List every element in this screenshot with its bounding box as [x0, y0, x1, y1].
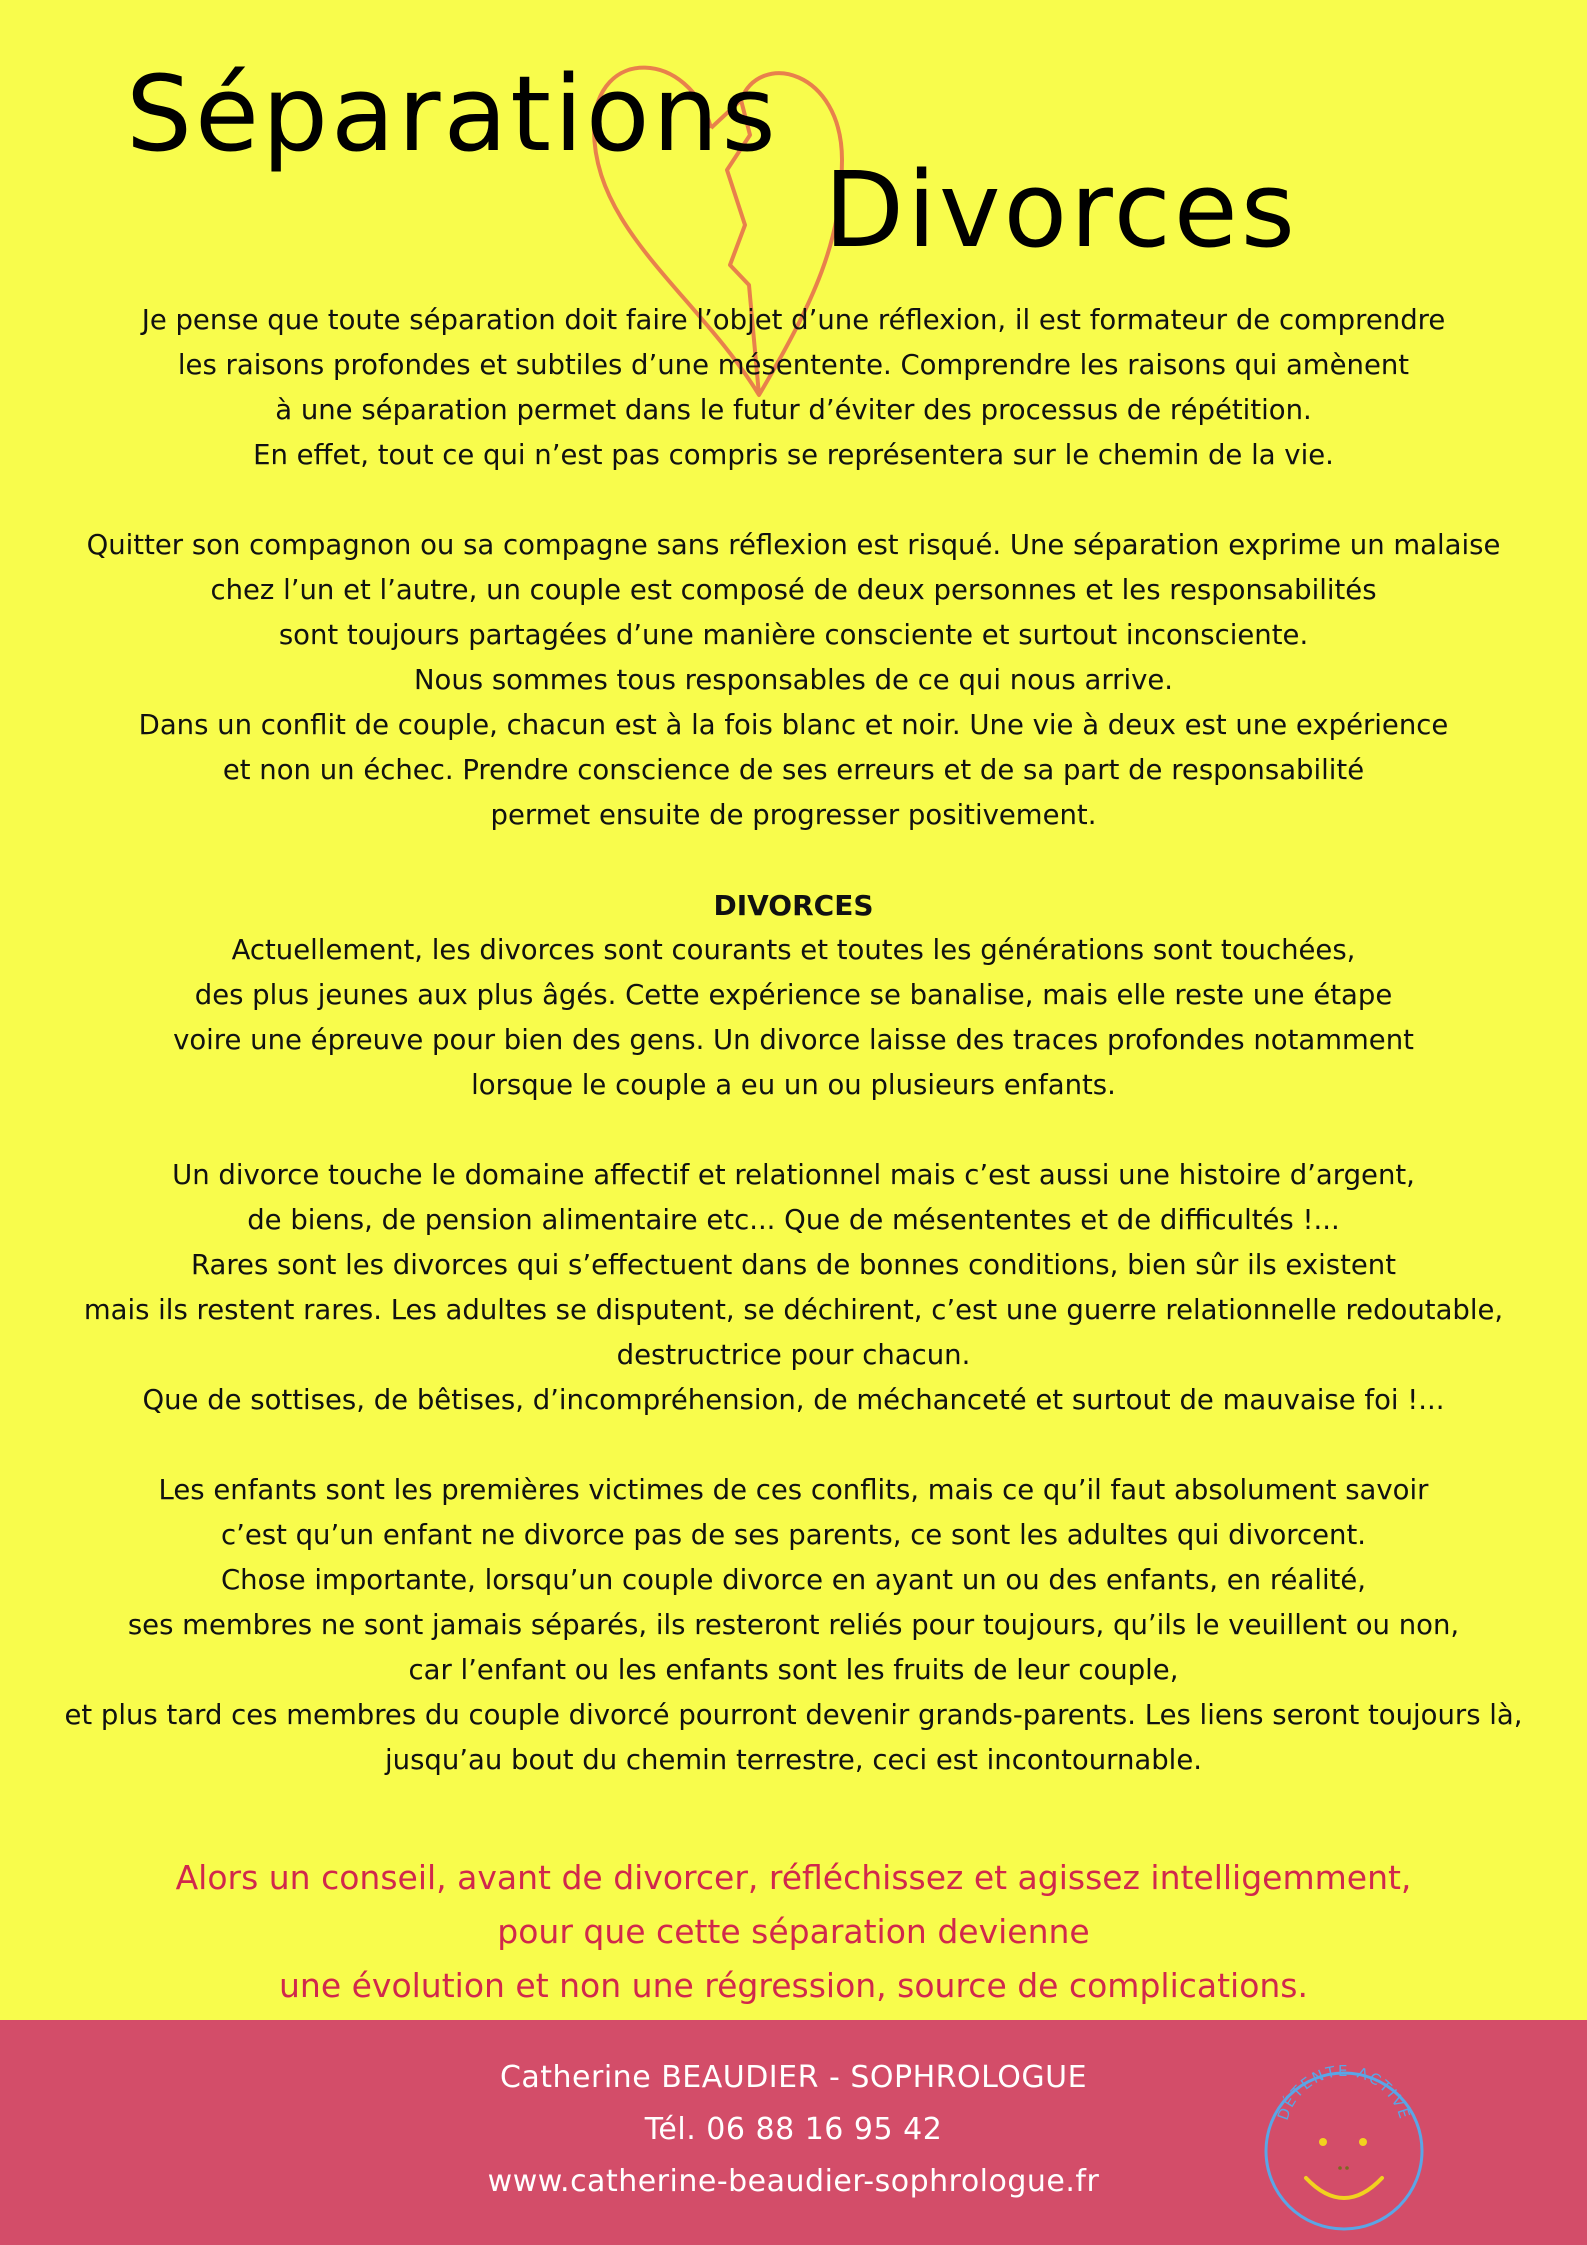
smiley-face-icon: [1306, 2138, 1382, 2198]
text-line: En effet, tout ce qui n’est pas compris se représentera sur le chemin de la vie.: [253, 439, 1334, 471]
text-line: et plus tard ces membres du couple divorcé pourront devenir grands-parents. Les liens seront toujours là,: [64, 1699, 1523, 1731]
intro-paragraph-1: [0, 298, 1587, 478]
contact-name: Catherine BEAUDIER - SOPHROLOGUE: [499, 2060, 1088, 2095]
text-line: Un divorce touche le domaine affectif et relationnel mais c’est aussi une histoire d’argent,: [172, 1159, 1415, 1191]
text-line: Que de sottises, de bêtises, d’incompréhension, de méchanceté et surtout de mauvaise foi !...: [142, 1384, 1445, 1416]
contact-footer: [0, 2020, 1587, 2245]
title-divorces: Divorces: [824, 149, 1298, 271]
text-line: Actuellement, les divorces sont courants et toutes les générations sont touchées,: [231, 934, 1356, 966]
section-heading-divorces: DIVORCES: [713, 889, 874, 922]
text-line: Les enfants sont les premières victimes de ces conflits, mais ce qu’il faut absolument savoir: [158, 1474, 1429, 1506]
text-line: Quitter son compagnon ou sa compagne sans réflexion est risqué. Une séparation exprime un malaise: [86, 529, 1501, 561]
text-line: voire une épreuve pour bien des gens. Un divorce laisse des traces profondes notamment: [173, 1024, 1414, 1056]
text-line: permet ensuite de progresser positivement.: [490, 799, 1097, 831]
text-line: sont toujours partagées d’une manière consciente et surtout inconsciente.: [278, 619, 1309, 651]
divorces-paragraph-1: [0, 928, 1587, 1108]
text-line: Dans un conflit de couple, chacun est à la fois blanc et noir. Une vie à deux est une expérience: [138, 709, 1449, 741]
advice-line: pour que cette séparation devienne: [497, 1912, 1090, 1951]
divorces-paragraph-3: [0, 1468, 1587, 1783]
contact-website: www.catherine-beaudier-sophrologue.fr: [487, 2164, 1100, 2199]
advice-block: [0, 1851, 1587, 2013]
text-line: ses membres ne sont jamais séparés, ils resteront reliés pour toujours, qu’ils le veuillent ou non,: [127, 1609, 1460, 1641]
text-line: c’est qu’un enfant ne divorce pas de ses parents, ce sont les adultes qui divorcent.: [220, 1519, 1367, 1551]
title-separations: Séparations: [126, 53, 779, 175]
text-line: chez l’un et l’autre, un couple est composé de deux personnes et les responsabilités: [210, 574, 1377, 606]
text-line: les raisons profondes et subtiles d’une mésentente. Comprendre les raisons qui amènent: [177, 349, 1410, 381]
advice-line: une évolution et non une régression, source de complications.: [278, 1966, 1308, 2005]
text-line: Je pense que toute séparation doit faire l’objet d’une réflexion, il est formateur de comprendre: [141, 304, 1446, 336]
advice-line: Alors un conseil, avant de divorcer, réfléchissez et agissez intelligemment,: [175, 1858, 1412, 1897]
detente-active-logo: [1256, 2056, 1431, 2231]
text-line: et non un échec. Prendre conscience de ses erreurs et de sa part de responsabilité: [222, 754, 1365, 786]
text-line: Chose importante, lorsqu’un couple divorce en ayant un ou des enfants, en réalité,: [220, 1564, 1367, 1596]
text-line: destructrice pour chacun.: [616, 1339, 971, 1371]
text-line: car l’enfant ou les enfants sont les fruits de leur couple,: [408, 1654, 1179, 1686]
text-line: Nous sommes tous responsables de ce qui nous arrive.: [413, 664, 1174, 696]
text-line: à une séparation permet dans le futur d’éviter des processus de répétition.: [275, 394, 1312, 426]
text-line: de biens, de pension alimentaire etc... Que de mésententes et de difficultés !...: [247, 1204, 1340, 1236]
text-line: lorsque le couple a eu un ou plusieurs enfants.: [471, 1069, 1116, 1101]
text-line: des plus jeunes aux plus âgés. Cette expérience se banalise, mais elle reste une étape: [194, 979, 1393, 1011]
intro-paragraph-2: [0, 523, 1587, 838]
contact-phone: Tél. 06 88 16 95 42: [644, 2112, 943, 2147]
body-text: [0, 298, 1587, 2013]
logo-text: DÉTENTE ACTIVE: [1273, 2061, 1415, 2123]
text-line: mais ils restent rares. Les adultes se disputent, se déchirent, c’est une guerre relationnelle redoutable,: [83, 1294, 1504, 1326]
divorces-paragraph-2: [0, 1153, 1587, 1423]
text-line: jusqu’au bout du chemin terrestre, ceci est incontournable.: [385, 1744, 1202, 1776]
text-line: Rares sont les divorces qui s’effectuent dans de bonnes conditions, bien sûr ils existent: [190, 1249, 1397, 1281]
